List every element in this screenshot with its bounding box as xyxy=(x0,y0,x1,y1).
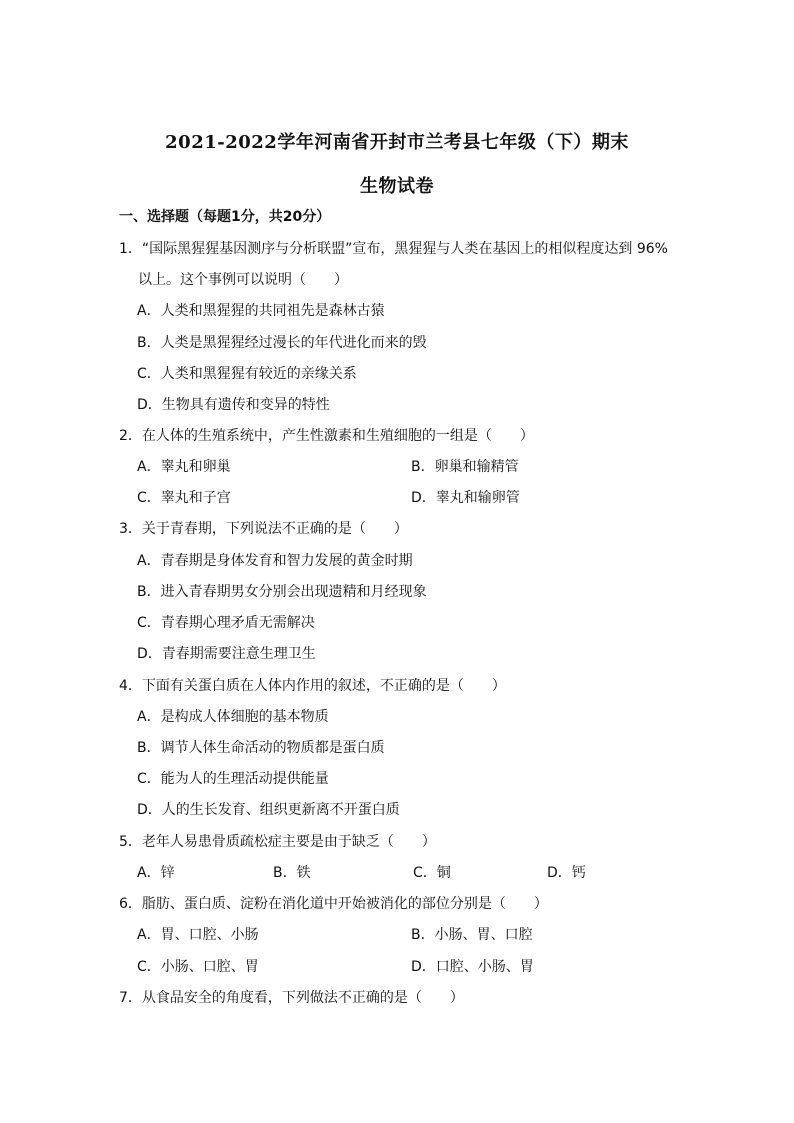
question-2-stem: 2．在人体的生殖系统中，产生性激素和生殖细胞的一组是（ ） xyxy=(119,428,534,444)
question-4-stem: 4．下面有关蛋白质在人体内作用的叙述，不正确的是（ ） xyxy=(119,678,506,694)
question-1-stem-cont: 以上。这个事例可以说明（ ） xyxy=(138,272,348,288)
question-5-option-b: B．铁 xyxy=(273,865,311,881)
question-3-option-b: B．进入青春期男女分别会出现遗精和月经现象 xyxy=(137,584,427,600)
exam-subtitle: 生物试卷 xyxy=(360,176,434,197)
question-2-option-b: B．卵巢和输精管 xyxy=(411,459,519,475)
question-2-option-a: A．睾丸和卵巢 xyxy=(137,459,231,475)
question-4-option-b: B．调节人体生命活动的物质都是蛋白质 xyxy=(137,740,385,756)
question-3-option-d: D．青春期需要注意生理卫生 xyxy=(137,646,316,662)
question-3-stem: 3．关于青春期，下列说法不正确的是（ ） xyxy=(119,521,408,537)
question-5-stem: 5．老年人易患骨质疏松症主要是由于缺乏（ ） xyxy=(119,834,436,850)
question-4-option-a: A．是构成人体细胞的基本物质 xyxy=(137,709,329,725)
question-2-option-d: D．睾丸和输卵管 xyxy=(411,490,520,506)
question-6-stem: 6．脂肪、蛋白质、淀粉在消化道中开始被消化的部位分别是（ ） xyxy=(119,896,548,912)
question-5-option-a: A．锌 xyxy=(137,865,175,881)
question-3-option-c: C．青春期心理矛盾无需解决 xyxy=(137,615,315,631)
question-1-option-c: C．人类和黑猩猩有较近的亲缘关系 xyxy=(137,366,357,382)
section-heading: 一、选择题（每题1分，共20分） xyxy=(119,209,331,225)
exam-title: 2021-2022学年河南省开封市兰考县七年级（下）期末 xyxy=(165,132,629,153)
question-6-option-d: D．口腔、小肠、胃 xyxy=(411,959,534,975)
question-4-option-c: C．能为人的生理活动提供能量 xyxy=(137,771,329,787)
question-5-option-d: D．钙 xyxy=(547,865,586,881)
question-6-option-a: A．胃、口腔、小肠 xyxy=(137,927,259,943)
question-5-option-c: C．铜 xyxy=(413,865,451,881)
question-1-option-b: B．人类是黑猩猩经过漫长的年代进化而来的毁 xyxy=(137,335,427,351)
question-1-option-d: D．生物具有遗传和变异的特性 xyxy=(137,397,330,413)
question-2-option-c: C．睾丸和子宫 xyxy=(137,490,231,506)
question-6-option-b: B．小肠、胃、口腔 xyxy=(411,927,533,943)
question-4-option-d: D．人的生长发育、组织更新离不开蛋白质 xyxy=(137,802,400,818)
question-3-option-a: A．青春期是身体发育和智力发展的黄金时期 xyxy=(137,553,413,569)
question-6-option-c: C．小肠、口腔、胃 xyxy=(137,959,259,975)
question-1-stem: 1．“国际黑猩猩基因测序与分析联盟”宣布，黑猩猩与人类在基因上的相似程度达到 96% xyxy=(119,241,668,257)
question-7-stem: 7．从食品安全的角度看，下列做法不正确的是（ ） xyxy=(119,990,464,1006)
question-1-option-a: A．人类和黑猩猩的共同祖先是森林古猿 xyxy=(137,303,385,319)
